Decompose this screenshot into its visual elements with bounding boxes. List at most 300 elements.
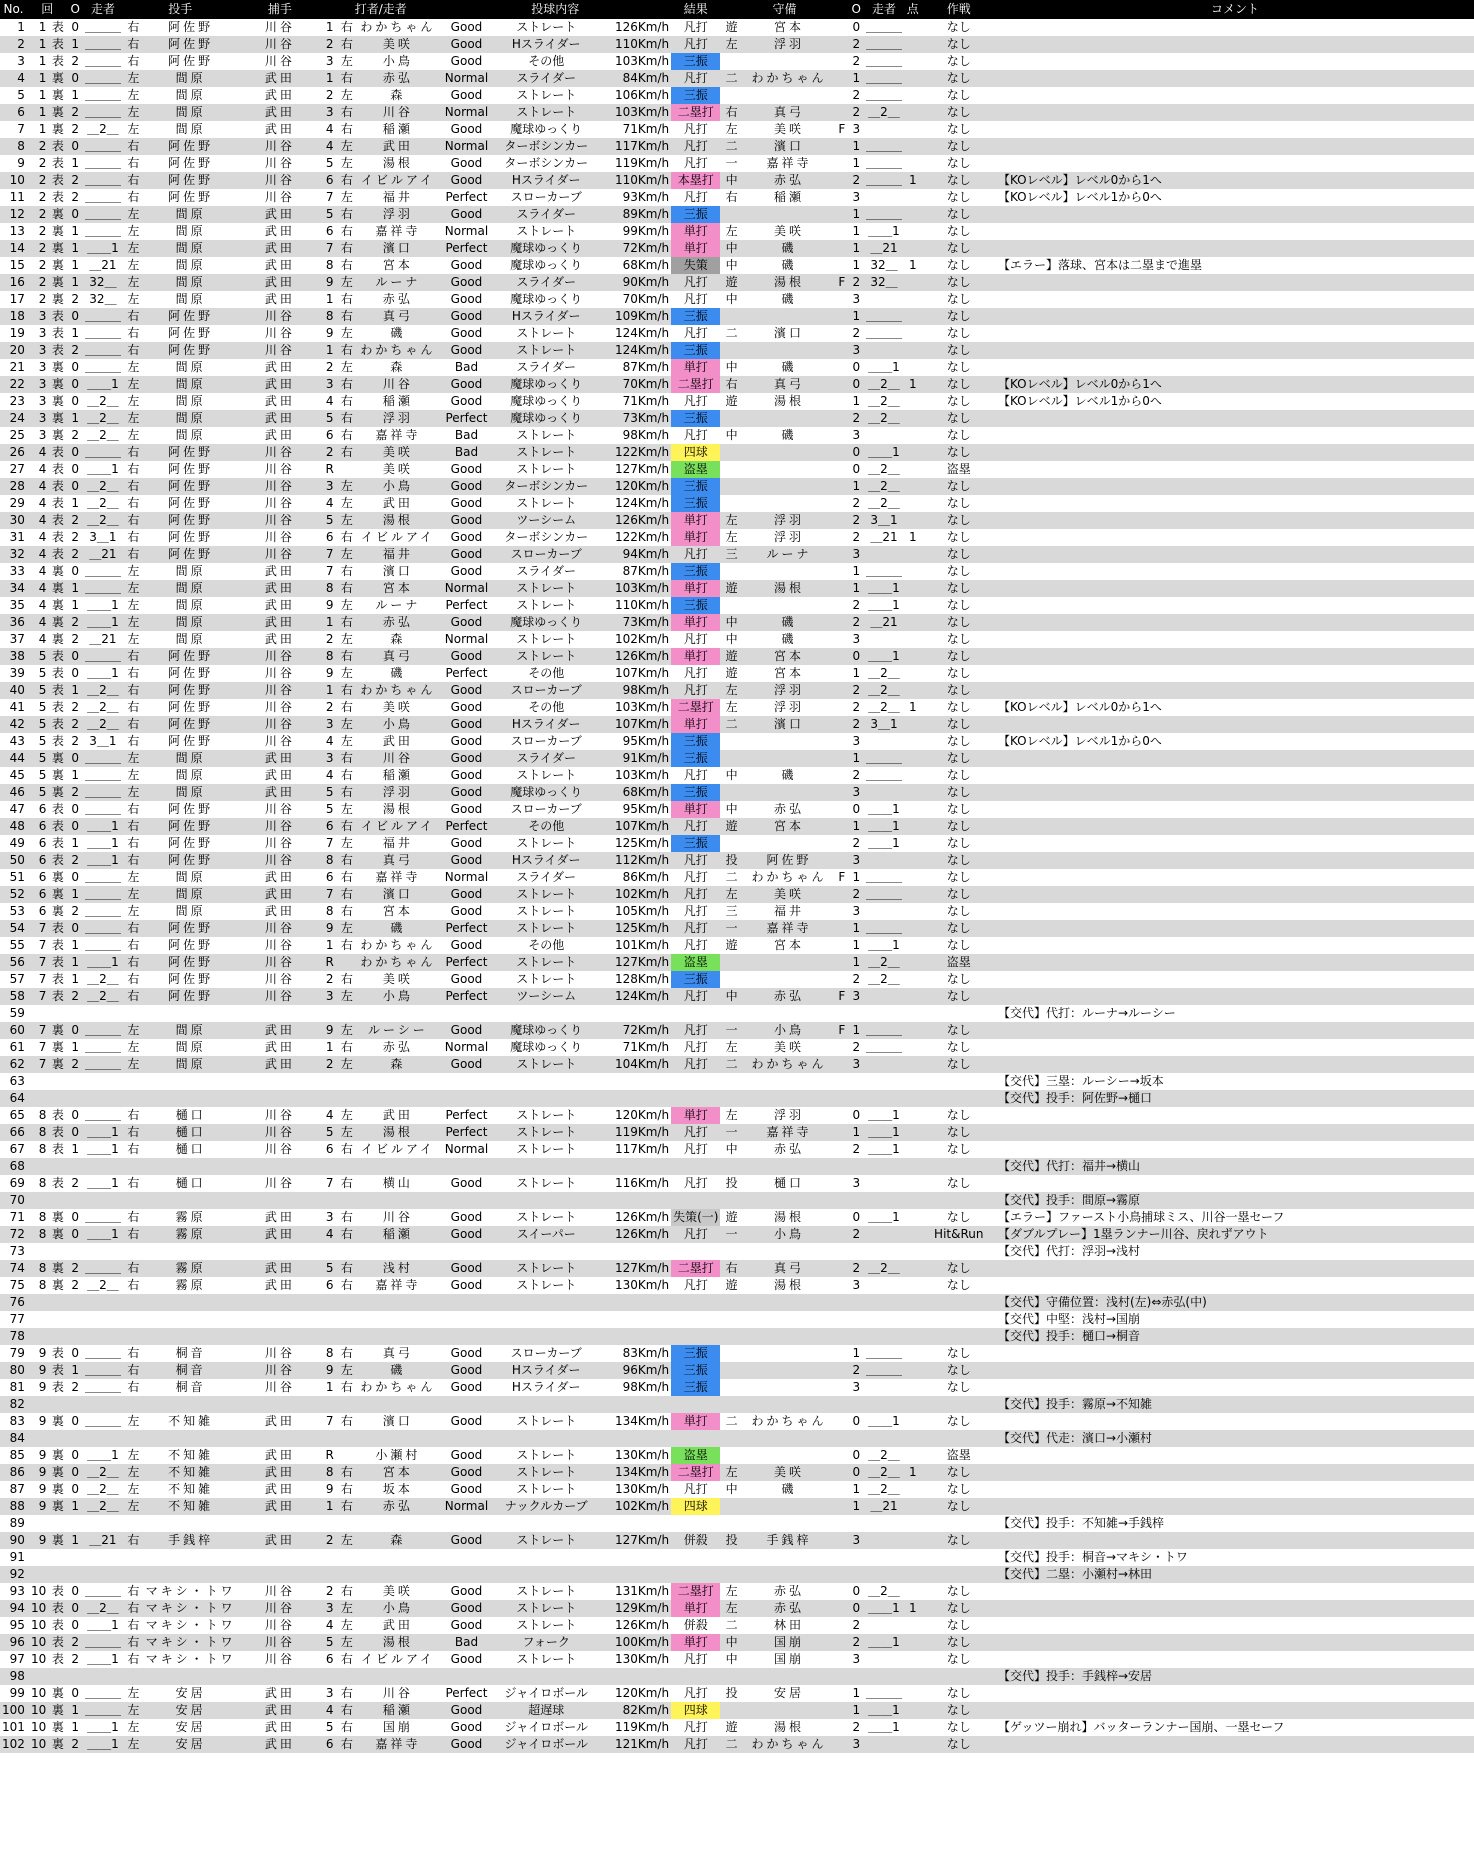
cell-outs [67, 1668, 82, 1685]
cell-runs: 1 [904, 699, 922, 716]
cell-field-pos: 投 [720, 852, 742, 869]
cell-grade: Good [439, 1736, 493, 1753]
cell-result [671, 1430, 720, 1447]
cell-comment [996, 665, 1474, 682]
cell-half: 裏 [48, 1702, 67, 1719]
table-row [0, 1124, 1474, 1141]
table-row [0, 784, 1474, 801]
cell-half: 表 [48, 495, 67, 512]
cell-outs-after: 2 [849, 529, 864, 546]
cell-half: 表 [48, 648, 67, 665]
cell-grade: Good [439, 546, 493, 563]
cell-bat-hand: 左 [337, 1056, 356, 1073]
cell-bat-order: 4 [322, 1617, 337, 1634]
cell-pitcher-hand: 右 [123, 682, 144, 699]
cell-inning: 5 [27, 750, 48, 767]
cell-result [671, 1073, 720, 1090]
cell-outs: 0 [67, 1617, 82, 1634]
cell-bat-hand: 左 [337, 478, 356, 495]
cell-catcher: 川谷 [238, 36, 323, 53]
cell-field-pos [720, 342, 742, 359]
cell-field-pos: 二 [720, 1736, 742, 1753]
cell-foul-flag [835, 529, 848, 546]
cell-bat-hand: 右 [337, 852, 356, 869]
cell-half: 裏 [48, 597, 67, 614]
cell-bat-order: 1 [322, 291, 337, 308]
cell-bat-order [322, 1311, 337, 1328]
cell-foul-flag [835, 19, 848, 36]
cell-pitcher-hand: 左 [123, 869, 144, 886]
cell-outs-after: 1 [849, 138, 864, 155]
cell-fielder: 福井 [743, 903, 835, 920]
cell-pitcher: 阿佐野 [144, 665, 238, 682]
cell-runners-after: ＿＿＿ [865, 1686, 902, 1700]
cell-runners: ＿＿＿ [84, 938, 121, 952]
cell-speed: 103Km/h [599, 580, 671, 597]
cell-bat-order: 4 [322, 121, 337, 138]
cell-strategy: なし [922, 1209, 996, 1226]
cell-pitch-type: ストレート [494, 835, 599, 852]
cell-runners: ＿2＿ [83, 495, 123, 512]
cell-half: 裏 [48, 1022, 67, 1039]
cell-outs: 2 [67, 172, 82, 189]
cell-field-pos: 二 [720, 70, 742, 87]
cell-speed: 126Km/h [599, 1617, 671, 1634]
cell-half: 裏 [48, 1039, 67, 1056]
cell-no: 91 [0, 1549, 27, 1566]
cell-batter: 福井 [356, 835, 439, 852]
cell-field-pos [720, 461, 742, 478]
table-row [0, 461, 1474, 478]
cell-pitcher: 阿佐野 [144, 529, 238, 546]
cell-runners-after [864, 1532, 904, 1549]
cell-bat-hand: 右 [337, 1039, 356, 1056]
table-row [0, 971, 1474, 988]
cell-comment [996, 988, 1474, 1005]
cell-bat-hand [337, 1073, 356, 1090]
cell-comment: 【ダブルプレー】1塁ランナー川谷、戻れずアウト [996, 1226, 1474, 1243]
cell-outs-after: 0 [849, 376, 864, 393]
cell-speed: 70Km/h [599, 291, 671, 308]
cell-runners-after [864, 1005, 904, 1022]
cell-foul-flag [835, 546, 848, 563]
cell-outs-after: 2 [849, 274, 864, 291]
cell-bat-order: 6 [322, 1651, 337, 1668]
cell-outs [67, 1328, 82, 1345]
cell-field-pos: 二 [720, 869, 742, 886]
cell-runners: ＿＿1 [83, 1447, 123, 1464]
cell-catcher: 武田 [238, 580, 323, 597]
cell-no: 100 [2, 1703, 25, 1717]
col-header-result: 結果 [671, 0, 720, 19]
cell-field-pos [720, 1379, 742, 1396]
cell-bat-hand [337, 1668, 356, 1685]
cell-outs: 0 [67, 1685, 82, 1702]
cell-strategy: なし [922, 172, 996, 189]
cell-pitch-type: ターボシンカー [494, 529, 599, 546]
cell-pitcher: 間原 [144, 240, 238, 257]
cell-comment [996, 104, 1474, 121]
cell-result: 凡打 [671, 920, 720, 937]
cell-outs: 1 [67, 971, 82, 988]
cell-speed [599, 1396, 671, 1413]
cell-comment [996, 53, 1474, 70]
cell-fielder [743, 1702, 835, 1719]
cell-result: 凡打 [671, 546, 720, 563]
cell-grade: Good [439, 1600, 493, 1617]
cell-batter: 美咲 [356, 461, 439, 478]
cell-pitcher-hand [123, 1328, 144, 1345]
cell-outs: 0 [67, 920, 82, 937]
cell-runs [904, 1090, 922, 1107]
cell-pitcher: 霧原 [144, 1260, 238, 1277]
cell-pitcher: 不知雑 [144, 1498, 238, 1515]
cell-catcher [238, 1311, 323, 1328]
cell-result: 二塁打 [671, 1464, 720, 1481]
cell-fielder [743, 1345, 835, 1362]
cell-pitcher-hand: 右 [123, 189, 144, 206]
cell-fielder [743, 461, 835, 478]
cell-runners-after: 32＿ [864, 274, 904, 291]
cell-half: 裏 [48, 1413, 67, 1430]
table-row [0, 240, 1474, 257]
cell-runners-after: ＿2＿ [864, 393, 904, 410]
table-row [0, 1107, 1474, 1124]
cell-pitcher-hand: 左 [123, 223, 144, 240]
cell-pitcher-hand: 右 [123, 1345, 144, 1362]
cell-outs: 0 [67, 376, 82, 393]
cell-strategy [922, 1073, 996, 1090]
cell-fielder [743, 342, 835, 359]
cell-half: 表 [48, 308, 67, 325]
cell-batter: イビルアイ [356, 529, 439, 546]
cell-result: 凡打 [671, 1022, 720, 1039]
cell-grade: Normal [439, 223, 493, 240]
cell-fielder: 国崩 [743, 1634, 835, 1651]
cell-comment: 【ゲッツー崩れ】バッターランナー国崩、一塁セーフ [996, 1719, 1474, 1736]
cell-pitcher: 阿佐野 [144, 444, 238, 461]
cell-half: 裏 [48, 1209, 67, 1226]
cell-runners-after: ＿＿＿ [865, 207, 902, 221]
col-header-comment: コメント [996, 0, 1474, 19]
cell-outs: 2 [67, 1736, 82, 1753]
cell-outs: 2 [67, 988, 82, 1005]
cell-speed: 127Km/h [599, 1260, 671, 1277]
cell-batter: 稲瀬 [356, 1702, 439, 1719]
cell-result: 三振 [671, 342, 720, 359]
cell-batter: 武田 [356, 1107, 439, 1124]
cell-fielder: わかちゃん [743, 1413, 835, 1430]
cell-pitch-type: ストレート [494, 342, 599, 359]
cell-bat-order: R [322, 1447, 337, 1464]
cell-runs [904, 308, 922, 325]
cell-result: 凡打 [671, 1685, 720, 1702]
cell-runners: ＿2＿ [83, 478, 123, 495]
cell-result: 凡打 [671, 1141, 720, 1158]
cell-catcher: 武田 [238, 1260, 323, 1277]
cell-pitcher: マキシ・トワ [145, 1635, 236, 1649]
cell-field-pos [720, 1243, 742, 1260]
cell-fielder [743, 954, 835, 971]
cell-field-pos [720, 1702, 742, 1719]
cell-runners: ＿＿1 [83, 1175, 123, 1192]
cell-result: 凡打 [671, 886, 720, 903]
cell-bat-hand: 左 [337, 1124, 356, 1141]
cell-catcher: 武田 [238, 70, 323, 87]
cell-fielder: わかちゃん [743, 70, 835, 87]
cell-bat-order: 3 [322, 53, 337, 70]
cell-pitcher-hand: 右 [123, 529, 144, 546]
cell-foul-flag [835, 308, 848, 325]
cell-pitch-type: その他 [494, 818, 599, 835]
cell-pitcher: 霧原 [144, 1209, 238, 1226]
cell-speed: 110Km/h [599, 36, 671, 53]
cell-speed: 102Km/h [599, 631, 671, 648]
cell-runners-after: ＿＿1 [864, 1141, 904, 1158]
cell-no: 53 [0, 903, 27, 920]
cell-fielder: 浮羽 [743, 699, 835, 716]
cell-runners: ＿＿＿ [84, 20, 121, 34]
cell-pitcher [144, 1192, 238, 1209]
cell-strategy: なし [922, 1107, 996, 1124]
cell-outs: 1 [67, 1532, 82, 1549]
cell-pitch-type: ストレート [494, 495, 599, 512]
cell-bat-order: 9 [322, 1362, 337, 1379]
cell-foul-flag [835, 1702, 848, 1719]
cell-pitcher-hand: 右 [123, 665, 144, 682]
cell-bat-hand: 右 [337, 529, 356, 546]
cell-catcher: 武田 [238, 631, 323, 648]
cell-outs: 1 [67, 495, 82, 512]
cell-no: 81 [0, 1379, 27, 1396]
cell-fielder [743, 53, 835, 70]
cell-catcher: 川谷 [238, 1107, 323, 1124]
cell-bat-order: 6 [322, 1736, 337, 1753]
cell-foul-flag [835, 155, 848, 172]
cell-field-pos: 投 [720, 1175, 742, 1192]
cell-strategy: なし [922, 988, 996, 1005]
cell-half [48, 1515, 67, 1532]
cell-runners: ＿＿＿ [84, 360, 121, 374]
cell-batter: 浅村 [356, 1260, 439, 1277]
cell-result [671, 1566, 720, 1583]
table-row [0, 563, 1474, 580]
cell-pitch-type: ストレート [494, 87, 599, 104]
cell-speed [599, 1158, 671, 1175]
cell-no: 102 [2, 1737, 25, 1751]
cell-catcher [238, 1005, 323, 1022]
cell-no: 101 [2, 1720, 25, 1734]
cell-batter [356, 1566, 439, 1583]
cell-catcher: 武田 [238, 104, 323, 121]
cell-speed: 100Km/h [599, 1634, 671, 1651]
cell-inning: 7 [27, 971, 48, 988]
cell-bat-order: 5 [322, 1260, 337, 1277]
cell-outs-after [849, 1566, 864, 1583]
cell-bat-hand: 左 [337, 597, 356, 614]
cell-inning: 4 [27, 631, 48, 648]
cell-bat-order [322, 1294, 337, 1311]
table-row [0, 801, 1474, 818]
cell-pitcher-hand: 右 [123, 852, 144, 869]
cell-comment [996, 1651, 1474, 1668]
cell-half: 裏 [48, 1447, 67, 1464]
cell-runners-after: ＿2＿ [864, 971, 904, 988]
cell-foul-flag [835, 1294, 848, 1311]
cell-catcher: 武田 [238, 206, 323, 223]
cell-result [671, 1515, 720, 1532]
cell-outs-after: 1 [849, 954, 864, 971]
cell-runs [904, 495, 922, 512]
cell-result: 凡打 [671, 818, 720, 835]
cell-runners: ＿＿1 [83, 1141, 123, 1158]
cell-bat-order: 5 [322, 801, 337, 818]
cell-batter [356, 1430, 439, 1447]
cell-pitcher: 阿佐野 [144, 19, 238, 36]
cell-pitcher: 間原 [144, 87, 238, 104]
cell-half [48, 1294, 67, 1311]
cell-catcher: 武田 [238, 1532, 323, 1549]
cell-pitcher: 間原 [144, 631, 238, 648]
cell-foul-flag [835, 1617, 848, 1634]
cell-bat-order [322, 1668, 337, 1685]
cell-inning: 4 [27, 529, 48, 546]
cell-field-pos: 中 [720, 359, 742, 376]
cell-bat-order: 7 [322, 886, 337, 903]
cell-pitcher-hand: 左 [123, 631, 144, 648]
cell-strategy: なし [922, 53, 996, 70]
cell-outs-after: 2 [849, 699, 864, 716]
cell-runners: ＿2＿ [83, 682, 123, 699]
cell-fielder: 嘉祥寺 [743, 155, 835, 172]
cell-foul-flag [835, 512, 848, 529]
cell-runners-after [864, 1566, 904, 1583]
cell-pitcher: マキシ・トワ [145, 1584, 236, 1598]
cell-fielder [743, 1515, 835, 1532]
cell-field-pos [720, 1311, 742, 1328]
cell-runners-after: ＿＿1 [864, 1124, 904, 1141]
cell-pitch-type: その他 [494, 53, 599, 70]
cell-bat-hand: 右 [337, 427, 356, 444]
cell-speed: 98Km/h [599, 427, 671, 444]
cell-half: 裏 [48, 257, 67, 274]
cell-grade: Good [439, 1345, 493, 1362]
cell-outs-after: 2 [849, 886, 864, 903]
cell-result: 三振 [671, 1379, 720, 1396]
cell-field-pos: 左 [720, 886, 742, 903]
cell-runners-after: ＿＿1 [864, 801, 904, 818]
cell-runners: ＿＿＿ [84, 156, 121, 170]
cell-foul-flag [835, 138, 848, 155]
cell-strategy: なし [922, 410, 996, 427]
cell-catcher: 川谷 [238, 325, 323, 342]
cell-field-pos [720, 1158, 742, 1175]
cell-half: 表 [48, 478, 67, 495]
cell-fielder [743, 971, 835, 988]
cell-outs: 1 [67, 274, 82, 291]
cell-pitcher-hand: 右 [123, 325, 144, 342]
cell-runs [904, 1073, 922, 1090]
cell-half: 裏 [48, 240, 67, 257]
cell-runs [904, 1617, 922, 1634]
cell-no: 5 [0, 87, 27, 104]
cell-strategy: なし [922, 1379, 996, 1396]
cell-pitcher: 阿佐野 [144, 53, 238, 70]
cell-pitcher-hand: 左 [123, 291, 144, 308]
cell-result: 盗塁 [671, 1447, 720, 1464]
cell-half: 表 [48, 818, 67, 835]
cell-no: 17 [0, 291, 27, 308]
cell-half: 裏 [48, 784, 67, 801]
cell-foul-flag [835, 801, 848, 818]
cell-field-pos [720, 971, 742, 988]
cell-foul-flag [835, 461, 848, 478]
cell-comment: 【交代】投手：霧原→不知雑 [996, 1396, 1474, 1413]
cell-batter: 真弓 [356, 648, 439, 665]
cell-comment [996, 1107, 1474, 1124]
cell-catcher: 川谷 [238, 852, 323, 869]
cell-result [671, 1668, 720, 1685]
cell-half: 裏 [48, 1685, 67, 1702]
cell-bat-order: 9 [322, 665, 337, 682]
cell-inning: 10 [27, 1651, 48, 1668]
cell-grade [439, 1396, 493, 1413]
cell-runs [904, 1532, 922, 1549]
cell-pitcher: 阿佐野 [144, 852, 238, 869]
cell-speed: 110Km/h [599, 597, 671, 614]
cell-half [48, 1328, 67, 1345]
cell-half: 表 [48, 1345, 67, 1362]
cell-half: 表 [48, 733, 67, 750]
cell-result: 凡打 [671, 155, 720, 172]
cell-speed: 130Km/h [599, 1651, 671, 1668]
cell-bat-hand: 右 [337, 937, 356, 954]
cell-batter: 真弓 [356, 308, 439, 325]
cell-inning [27, 1396, 48, 1413]
cell-outs [67, 1073, 82, 1090]
cell-pitch-type: ストレート [494, 648, 599, 665]
cell-strategy: なし [922, 393, 996, 410]
cell-inning: 9 [27, 1362, 48, 1379]
cell-pitch-type: ストレート [494, 1413, 599, 1430]
cell-speed [599, 1090, 671, 1107]
cell-bat-hand: 左 [337, 1617, 356, 1634]
cell-runners: ＿＿1 [83, 240, 123, 257]
cell-comment [996, 206, 1474, 223]
cell-outs [67, 1090, 82, 1107]
cell-comment: 【交代】代打：ルーナ→ルーシー [996, 1005, 1474, 1022]
cell-bat-hand: 右 [337, 903, 356, 920]
cell-bat-order [322, 1566, 337, 1583]
cell-outs: 2 [67, 733, 82, 750]
cell-strategy: なし [922, 614, 996, 631]
cell-pitcher: 安居 [144, 1719, 238, 1736]
cell-bat-order: 7 [322, 1175, 337, 1192]
cell-outs: 1 [67, 240, 82, 257]
cell-catcher: 武田 [238, 291, 323, 308]
cell-bat-order: 2 [322, 1532, 337, 1549]
cell-outs-after: 0 [849, 461, 864, 478]
cell-runs [904, 1447, 922, 1464]
cell-pitch-type: ストレート [494, 903, 599, 920]
cell-strategy: なし [922, 206, 996, 223]
cell-pitch-type: スローカーブ [494, 682, 599, 699]
cell-runs [904, 580, 922, 597]
cell-runners-after [864, 1090, 904, 1107]
cell-no: 19 [0, 325, 27, 342]
cell-pitch-type: 魔球ゆっくり [494, 376, 599, 393]
cell-inning: 10 [27, 1583, 48, 1600]
